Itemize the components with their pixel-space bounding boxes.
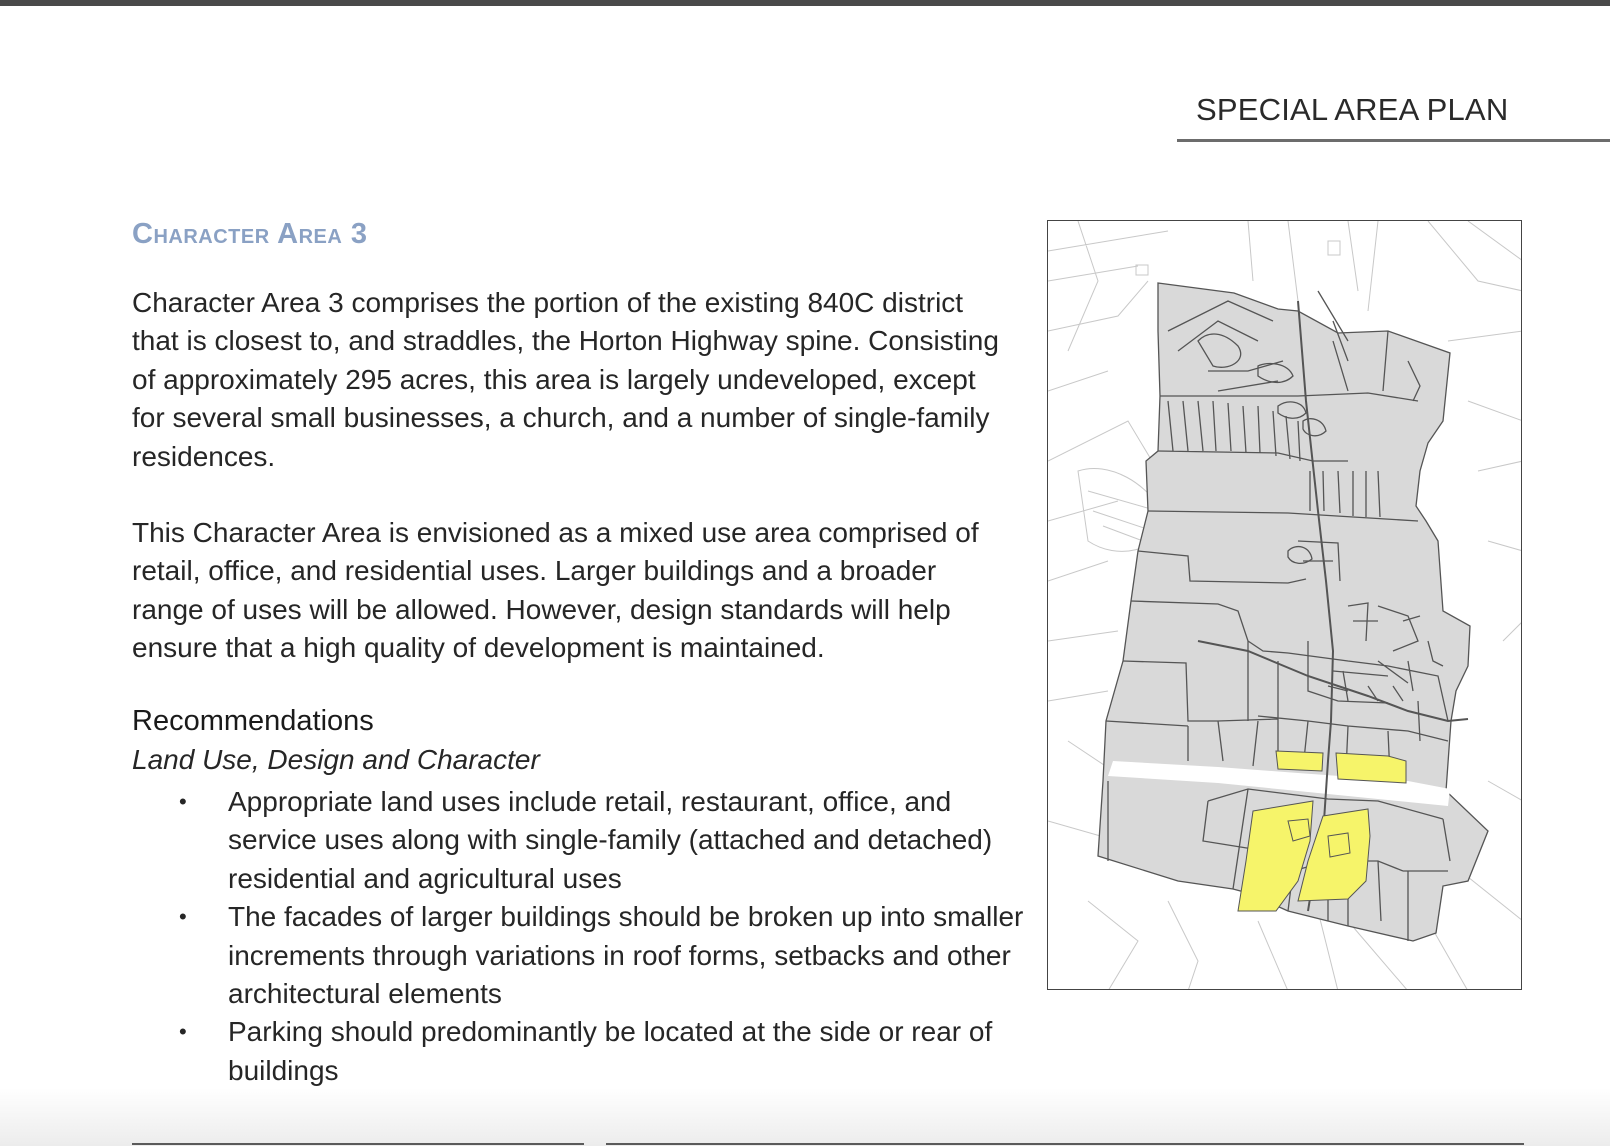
- bullet-icon: •: [179, 904, 187, 930]
- character-area-map: [1047, 220, 1522, 990]
- page-bottom-shadow: [0, 1088, 1610, 1146]
- list-item: [179, 1013, 1028, 1090]
- footer-rule-right: [606, 1143, 1524, 1145]
- vision-paragraph: This Character Area is envisioned as a mixed use area comprised of retail, office, and residential uses. Larger buildings and a broader range of uses will be allowed. However, design standards will help ensure that a high quality of development is maintained.: [132, 517, 979, 664]
- intro-paragraph: Character Area 3 comprises the portion of the existing 840C district that is closest to, and straddles, the Horton Highway spine. Consisting of approximately 295 acres, this area is largely undeveloped, except for several small businesses, a church, and a number of single-family residences.: [132, 287, 999, 472]
- list-item-text: The facades of larger buildings should be broken up into smaller increments through variations in roof forms, setbacks and other architectural elements: [228, 901, 1024, 1010]
- recommendations-subheading: Land Use, Design and Character: [132, 744, 540, 775]
- section-heading: Character Area 3: [132, 218, 368, 250]
- recommendations-list: [179, 783, 1028, 1090]
- parcel-map-graphic: [1048, 221, 1522, 990]
- top-bar: [0, 0, 1610, 6]
- list-item: [179, 783, 1028, 898]
- bullet-icon: •: [179, 1019, 187, 1045]
- bullet-icon: •: [179, 789, 187, 814]
- background-parcel: [1328, 241, 1340, 255]
- header-rule: [1177, 139, 1610, 142]
- document-header-title: SPECIAL AREA PLAN: [1196, 92, 1509, 127]
- highlight-parcel: [1276, 751, 1323, 771]
- list-item-text: Parking should predominantly be located at the side or rear of buildings: [228, 1016, 993, 1086]
- list-item: [179, 898, 1028, 1013]
- list-item-text: Appropriate land uses include retail, restaurant, office, and service uses along with single-family (attached and detached) residential and agricultural uses: [228, 786, 993, 894]
- footer-rule-left: [132, 1143, 584, 1145]
- recommendations-heading: Recommendations: [132, 705, 374, 737]
